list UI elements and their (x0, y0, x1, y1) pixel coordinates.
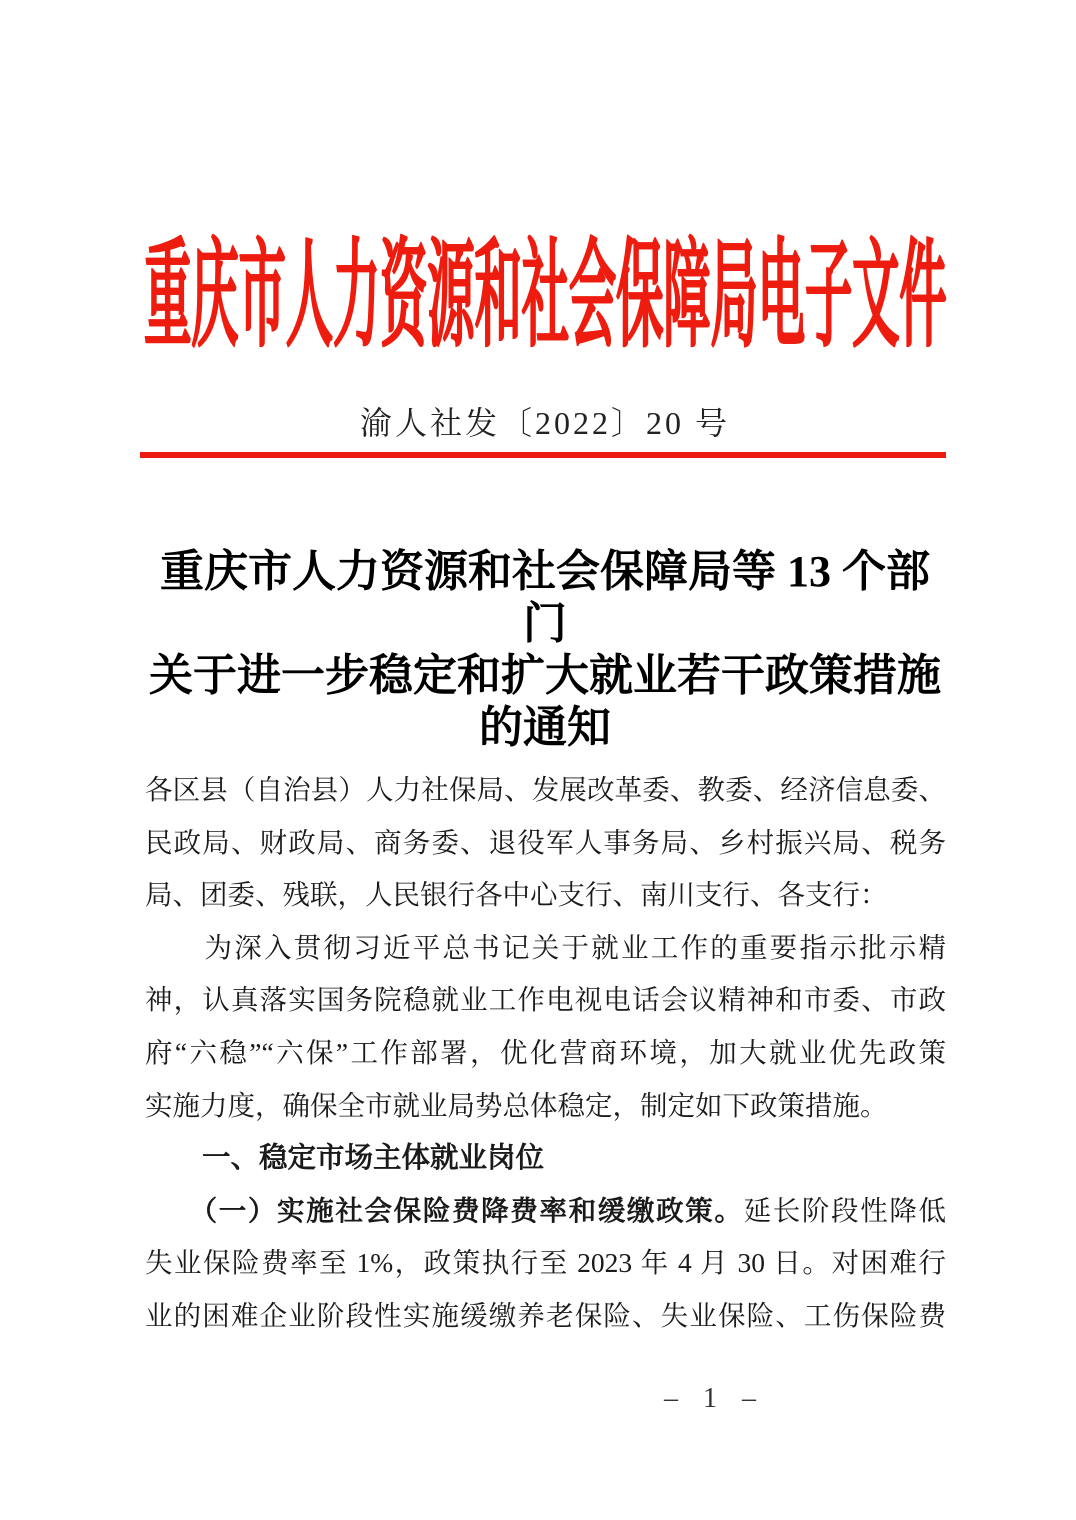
text-segment: 为深入贯彻习近平总书记关于就业工作的重要指示批示精 (145, 931, 946, 963)
document-line (145, 1185, 946, 1238)
document-title-line-3: 的通知 (479, 703, 611, 752)
page-number: – 1 – (664, 1383, 765, 1414)
red-divider-rule (140, 452, 946, 458)
text-segment: 各区县（自治县）人力社保局、发展改革委、教委、经济信息委、 (145, 774, 946, 805)
document-line (145, 1027, 946, 1080)
document-line (145, 1237, 946, 1290)
document-number: 渝人社发〔2022〕20 号 (359, 405, 730, 441)
document-line (145, 764, 946, 817)
document-body (145, 764, 946, 1343)
text-segment: 延长阶段性降低 (743, 1194, 947, 1226)
text-segment: 一、稳定市场主体就业岗位 (145, 1142, 545, 1175)
document-line (145, 1080, 946, 1133)
document-line (145, 1132, 946, 1185)
document-title-line-1: 重庆市人力资源和社会保障局等 13 个部门 (160, 547, 930, 648)
text-segment: 民政局、财政局、商务委、退役军人事务局、乡村振兴局、税务 (145, 826, 946, 858)
text-segment: 失业保险费率至 1%，政策执行至 2023 年 4 月 30 日。对困难行 (145, 1247, 946, 1279)
text-segment: 实施力度，确保全市就业局势总体稳定，制定如下政策措施。 (145, 1089, 888, 1121)
document-line (145, 922, 946, 975)
document-line (145, 817, 946, 870)
item-lead-emphasis: （一）实施社会保险费降费率和缓缴政策。 (145, 1194, 744, 1226)
text-segment: 府“六稳”“六保”工作部署，优化营商环境，加大就业优先政策 (145, 1036, 946, 1068)
text-segment: 业的困难企业阶段性实施缓缴养老保险、失业保险、工伤保险费 (145, 1299, 946, 1331)
document-title (145, 546, 945, 754)
document-line (145, 974, 946, 1027)
document-line (145, 1290, 946, 1343)
document-title-line-2: 关于进一步稳定和扩大就业若干政策措施 (149, 651, 941, 700)
letterhead-banner (143, 231, 947, 362)
document-line (145, 869, 946, 922)
text-segment: 神，认真落实国务院稳就业工作电视电话会议精神和市委、市政 (145, 984, 946, 1016)
letterhead-title: 重庆市人力资源和社会保障局电子文件 (143, 231, 947, 362)
text-segment: 局、团委、残联，人民银行各中心支行、南川支行、各支行： (145, 879, 888, 911)
